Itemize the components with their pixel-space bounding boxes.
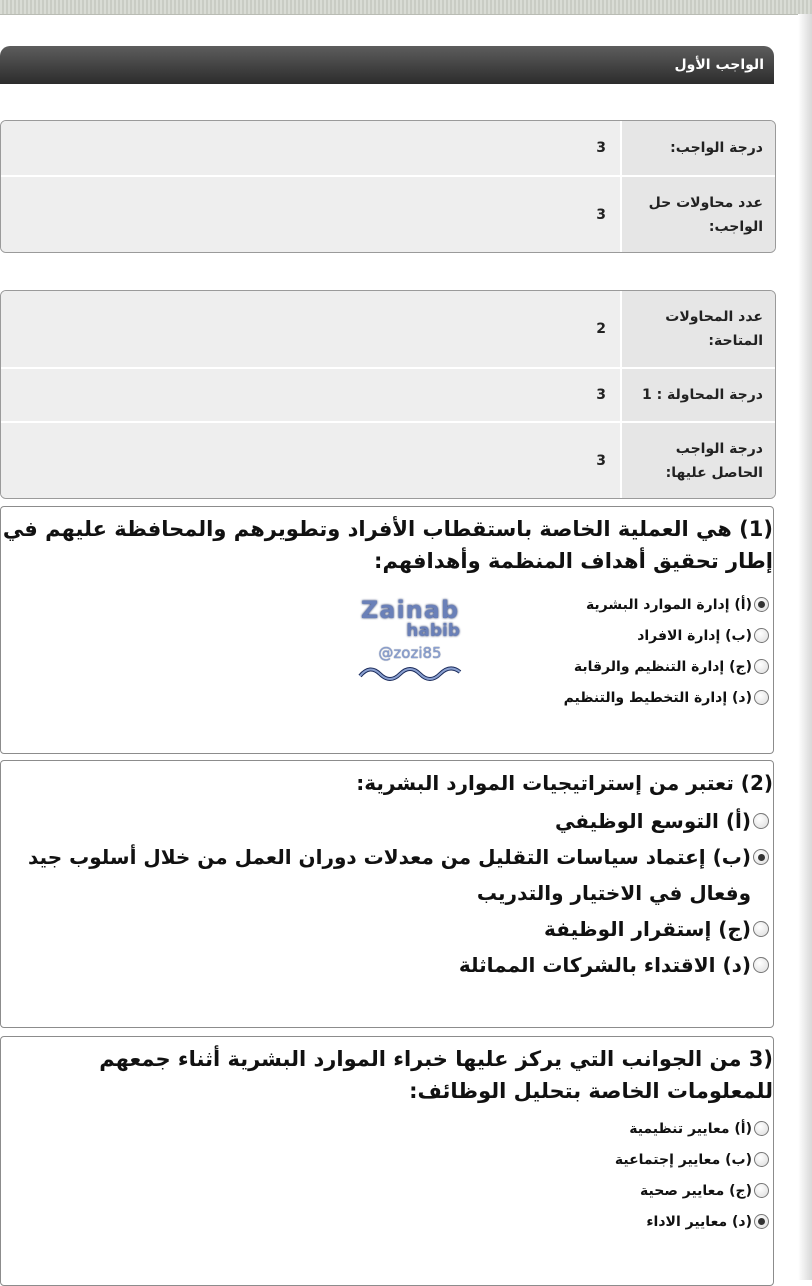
option-label: (ج) معايير صحية [640, 1182, 752, 1199]
page-edge-shadow [798, 14, 812, 1280]
info-label: درجة الواجب: [621, 121, 775, 176]
radio-checked-icon[interactable] [754, 1214, 769, 1229]
ornament-icon [355, 662, 465, 684]
options-list [1, 803, 773, 983]
option-label: (د) الاقتداء بالشركات المماثلة [458, 953, 751, 977]
question-3 [0, 1036, 774, 1286]
page-title: الواجب الأول [674, 57, 764, 73]
info-row-obtained-grade [1, 422, 775, 498]
question-2 [0, 760, 774, 1028]
homework-title-bar [0, 46, 774, 84]
option-label: (أ) التوسع الوظيفي [555, 809, 751, 833]
watermark-sub: habib [406, 621, 460, 641]
watermark-handle: @zozi85 [378, 644, 442, 662]
question-text: (2) تعتبر من إستراتيجيات الموارد البشرية: [356, 771, 773, 795]
attempt-info-table [0, 290, 776, 499]
info-row-attempts [1, 176, 775, 252]
info-value: 3 [1, 368, 621, 422]
question-text: (1) هي العملية الخاصة باستقطاب الأفراد وتطويرهم والمحافظة عليهم في إطار تحقيق أهداف المنظمة وأهدافهم: [2, 517, 773, 573]
radio-icon[interactable] [754, 690, 769, 705]
option-label: (د) إدارة التخطيط والتنظيم [563, 689, 752, 706]
radio-icon[interactable] [754, 1183, 769, 1198]
info-value: 3 [1, 422, 621, 498]
radio-icon[interactable] [753, 957, 769, 973]
options-list [1, 1113, 773, 1237]
radio-icon[interactable] [754, 659, 769, 674]
option-label: (أ) إدارة الموارد البشرية [585, 596, 752, 613]
radio-icon[interactable] [753, 921, 769, 937]
homework-info-table [0, 120, 776, 253]
option-label: (ج) إستقرار الوظيفة [544, 917, 751, 941]
info-row-available-attempts [1, 291, 775, 368]
info-label: درجة الواجب الحاصل عليها: [621, 422, 775, 498]
radio-checked-icon[interactable] [753, 849, 769, 865]
top-strip [0, 0, 812, 15]
option-label: (أ) معايير تنظيمية [629, 1120, 752, 1137]
radio-icon[interactable] [754, 1152, 769, 1167]
info-row-grade [1, 121, 775, 176]
option-d[interactable] [1, 947, 773, 983]
option-c[interactable] [1, 911, 773, 947]
info-label: عدد المحاولات المتاحة: [621, 291, 775, 368]
info-value: 3 [1, 121, 621, 176]
option-b[interactable] [1, 1144, 773, 1175]
radio-icon[interactable] [753, 813, 769, 829]
watermark-name: Zainab [360, 596, 460, 624]
info-value: 3 [1, 176, 621, 252]
option-a[interactable] [1, 1113, 773, 1144]
watermark [330, 598, 490, 708]
info-row-attempt-grade [1, 368, 775, 422]
info-label: عدد محاولات حل الواجب: [621, 176, 775, 252]
option-b[interactable] [1, 839, 773, 911]
question-text: (3 من الجوانب التي يركز عليها خبراء الموارد البشرية أثناء جمعهم للمعلومات الخاصة بتحليل الوظائف: [99, 1047, 773, 1103]
radio-icon[interactable] [754, 628, 769, 643]
option-label: (ب) معايير إجتماعية [614, 1151, 752, 1168]
option-c[interactable] [1, 1175, 773, 1206]
option-label: (د) معايير الاداء [646, 1213, 752, 1230]
radio-checked-icon[interactable] [754, 597, 769, 612]
option-label: (ب) إعتماد سياسات التقليل من معدلات دوران العمل من خلال أسلوب جيد وفعال في الاختيار والتدريب [28, 845, 751, 905]
option-label: (ج) إدارة التنظيم والرقابة [573, 658, 752, 675]
option-label: (ب) إدارة الافراد [637, 627, 752, 644]
radio-icon[interactable] [754, 1121, 769, 1136]
option-a[interactable] [1, 803, 773, 839]
info-label: درجة المحاولة : 1 [621, 368, 775, 422]
info-value: 2 [1, 291, 621, 368]
option-d[interactable] [1, 1206, 773, 1237]
